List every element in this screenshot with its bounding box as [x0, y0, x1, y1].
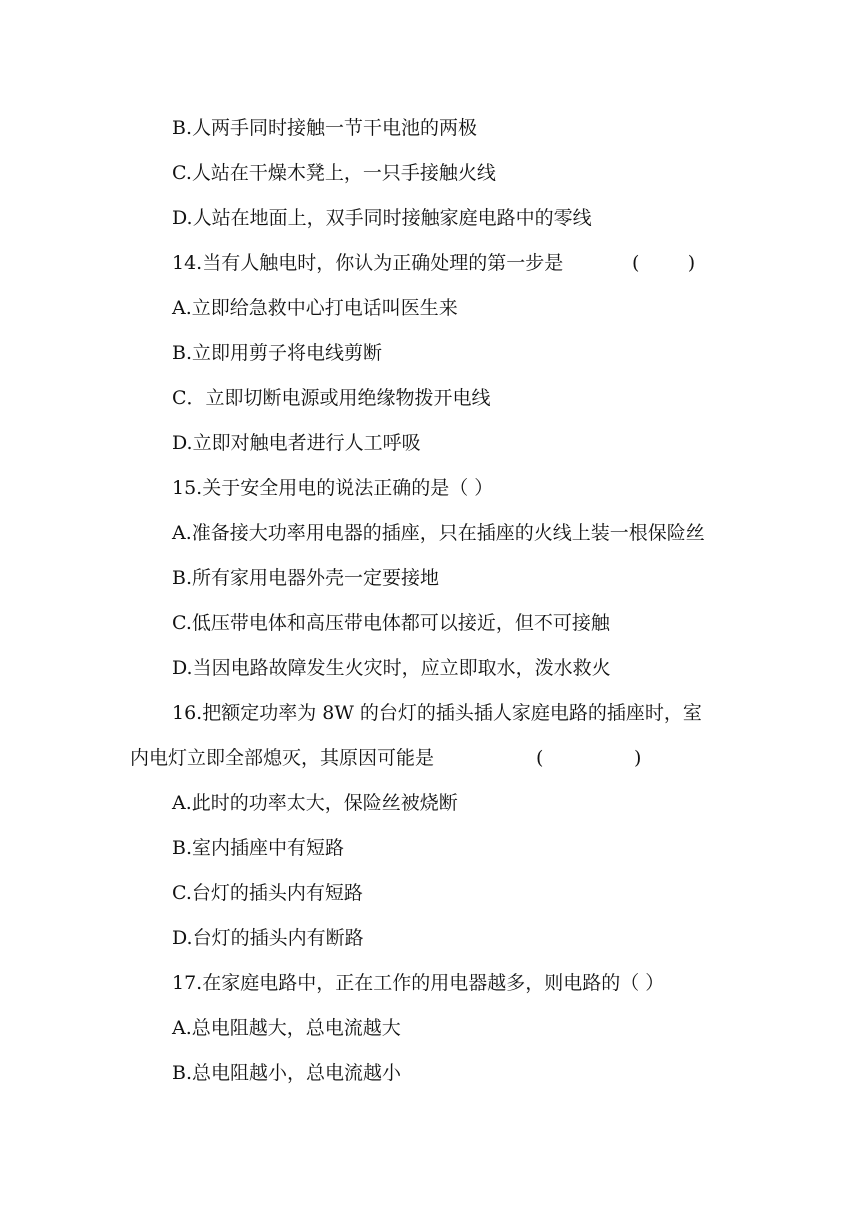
option-14c: C．立即切断电源或用绝缘物拨开电线: [172, 387, 491, 409]
question-16: 16.把额定功率为 8W 的台灯的插头插人家庭电路的插座时，室: [172, 702, 702, 724]
option-16a: A.此时的功率太大，保险丝被烧断: [172, 792, 458, 814]
option-15c: C.低压带电体和高压带电体都可以接近，但不可接触: [172, 612, 610, 634]
question-14: 14.当有人触电时，你认为正确处理的第一步是: [172, 252, 564, 274]
option-16c: C.台灯的插头内有短路: [172, 882, 363, 904]
option-16b: B.室内插座中有短路: [172, 837, 345, 859]
option-14a: A.立即给急救中心打电话叫医生来: [172, 297, 458, 319]
option-15a: A.准备接大功率用电器的插座，只在插座的火线上装一根保险丝: [172, 522, 705, 544]
option-13b: B.人两手同时接触一节干电池的两极: [172, 117, 478, 139]
option-14d: D.立即对触电者进行人工呼吸: [172, 432, 421, 454]
question-17: 17.在家庭电路中，正在工作的用电器越多，则电路的（ ）: [172, 972, 665, 994]
option-17b: B.总电阻越小，总电流越小: [172, 1062, 402, 1084]
option-16d: D.台灯的插头内有断路: [172, 927, 364, 949]
option-15b: B.所有家用电器外壳一定要接地: [172, 567, 440, 589]
question-15: 15.关于安全用电的说法正确的是（ ）: [172, 477, 494, 499]
option-17a: A.总电阻越大，总电流越大: [172, 1017, 401, 1039]
option-15d: D.当因电路故障发生火灾时，应立即取水，泼水救火: [172, 657, 611, 679]
option-13d: D.人站在地面上，双手同时接触家庭电路中的零线: [172, 207, 592, 229]
option-13c: C.人站在干燥木凳上，一只手接触火线: [172, 162, 496, 184]
answer-blank-14: ( ): [632, 252, 696, 274]
answer-blank-16: ( ): [536, 747, 642, 769]
option-14b: B.立即用剪子将电线剪断: [172, 342, 383, 364]
question-16-continued: 内电灯立即全部熄灭，其原因可能是: [130, 747, 435, 769]
